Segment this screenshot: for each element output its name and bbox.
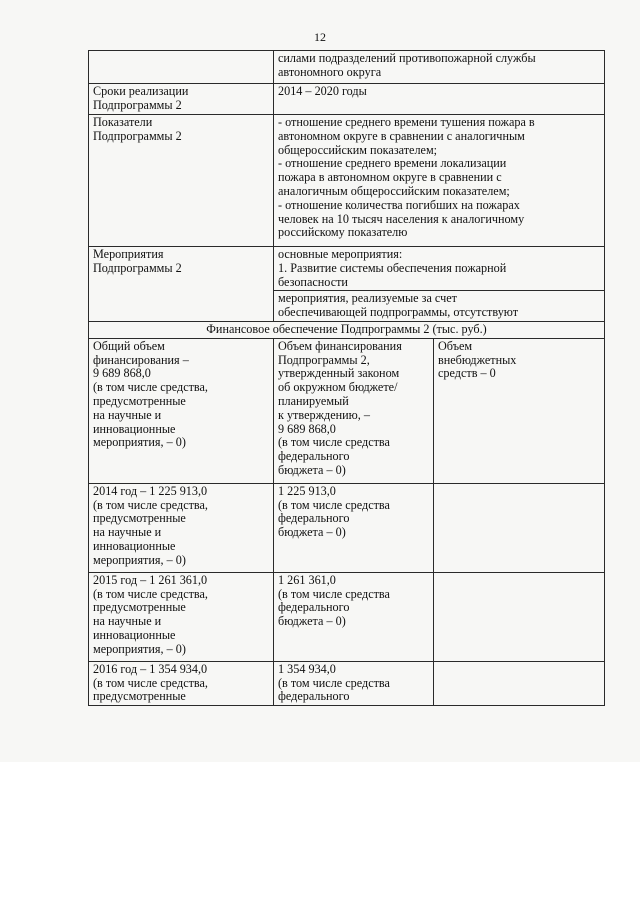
row-value: 2014 – 2020 годы <box>274 84 605 115</box>
subprogram-passport-table <box>88 50 605 706</box>
row-value: основные мероприятия: 1. Развитие системы обеспечения пожарной безопасности <box>274 247 605 291</box>
table-row <box>89 661 605 705</box>
finance-total: 2015 год – 1 261 361,0 (в том числе средства, предусмотренные на научные и инновационные мероприятия, – 0) <box>89 572 274 661</box>
finance-extrabudget <box>434 483 605 572</box>
finance-budget: 1 225 913,0 (в том числе средства федерального бюджета – 0) <box>274 483 434 572</box>
finance-total: Общий объем финансирования – 9 689 868,0 (в том числе средства, предусмотренные на научные и инновационные мероприятия, – 0) <box>89 338 274 483</box>
row-label: Показатели Подпрограммы 2 <box>89 115 274 247</box>
page-number: 12 <box>314 30 326 44</box>
finance-total: 2016 год – 1 354 934,0 (в том числе средства, предусмотренные <box>89 661 274 705</box>
row-value: - отношение среднего времени тушения пожара в автономном округе в сравнении с аналогичным общероссийским показателем; - отношение среднего времени локализации пожара в автономном округе в сравнении с аналогичным общероссийским показателем; - отношение количества погибших на пожарах человек на 10 тысяч населения к аналогичному российскому показателю <box>274 115 605 247</box>
table-row <box>89 483 605 572</box>
finance-extrabudget: Объем внебюджетных средств – 0 <box>434 338 605 483</box>
finance-total: 2014 год – 1 225 913,0 (в том числе средства, предусмотренные на научные и инновационные мероприятия, – 0) <box>89 483 274 572</box>
finance-extrabudget <box>434 572 605 661</box>
finance-budget: Объем финансирования Подпрограммы 2, утвержденный законом об окружном бюджете/ планируемый к утверждению, – 9 689 868,0 (в том числе средства федерального бюджета – 0) <box>274 338 434 483</box>
table-row <box>89 321 605 338</box>
finance-title: Финансовое обеспечение Подпрограммы 2 (тыс. руб.) <box>89 321 605 338</box>
row-value: мероприятия, реализуемые за счет обеспечивающей подпрограммы, отсутствуют <box>274 291 605 322</box>
finance-budget: 1 261 361,0 (в том числе средства федерального бюджета – 0) <box>274 572 434 661</box>
table-row <box>89 51 605 84</box>
table-row <box>89 338 605 483</box>
table-row <box>89 115 605 247</box>
table-row <box>89 572 605 661</box>
row-label: Мероприятия Подпрограммы 2 <box>89 247 274 322</box>
row-label <box>89 51 274 84</box>
finance-extrabudget <box>434 661 605 705</box>
row-value: силами подразделений противопожарной службы автономного округа <box>274 51 605 84</box>
table-row <box>89 247 605 291</box>
finance-budget: 1 354 934,0 (в том числе средства федерального <box>274 661 434 705</box>
table-row <box>89 84 605 115</box>
row-label: Сроки реализации Подпрограммы 2 <box>89 84 274 115</box>
